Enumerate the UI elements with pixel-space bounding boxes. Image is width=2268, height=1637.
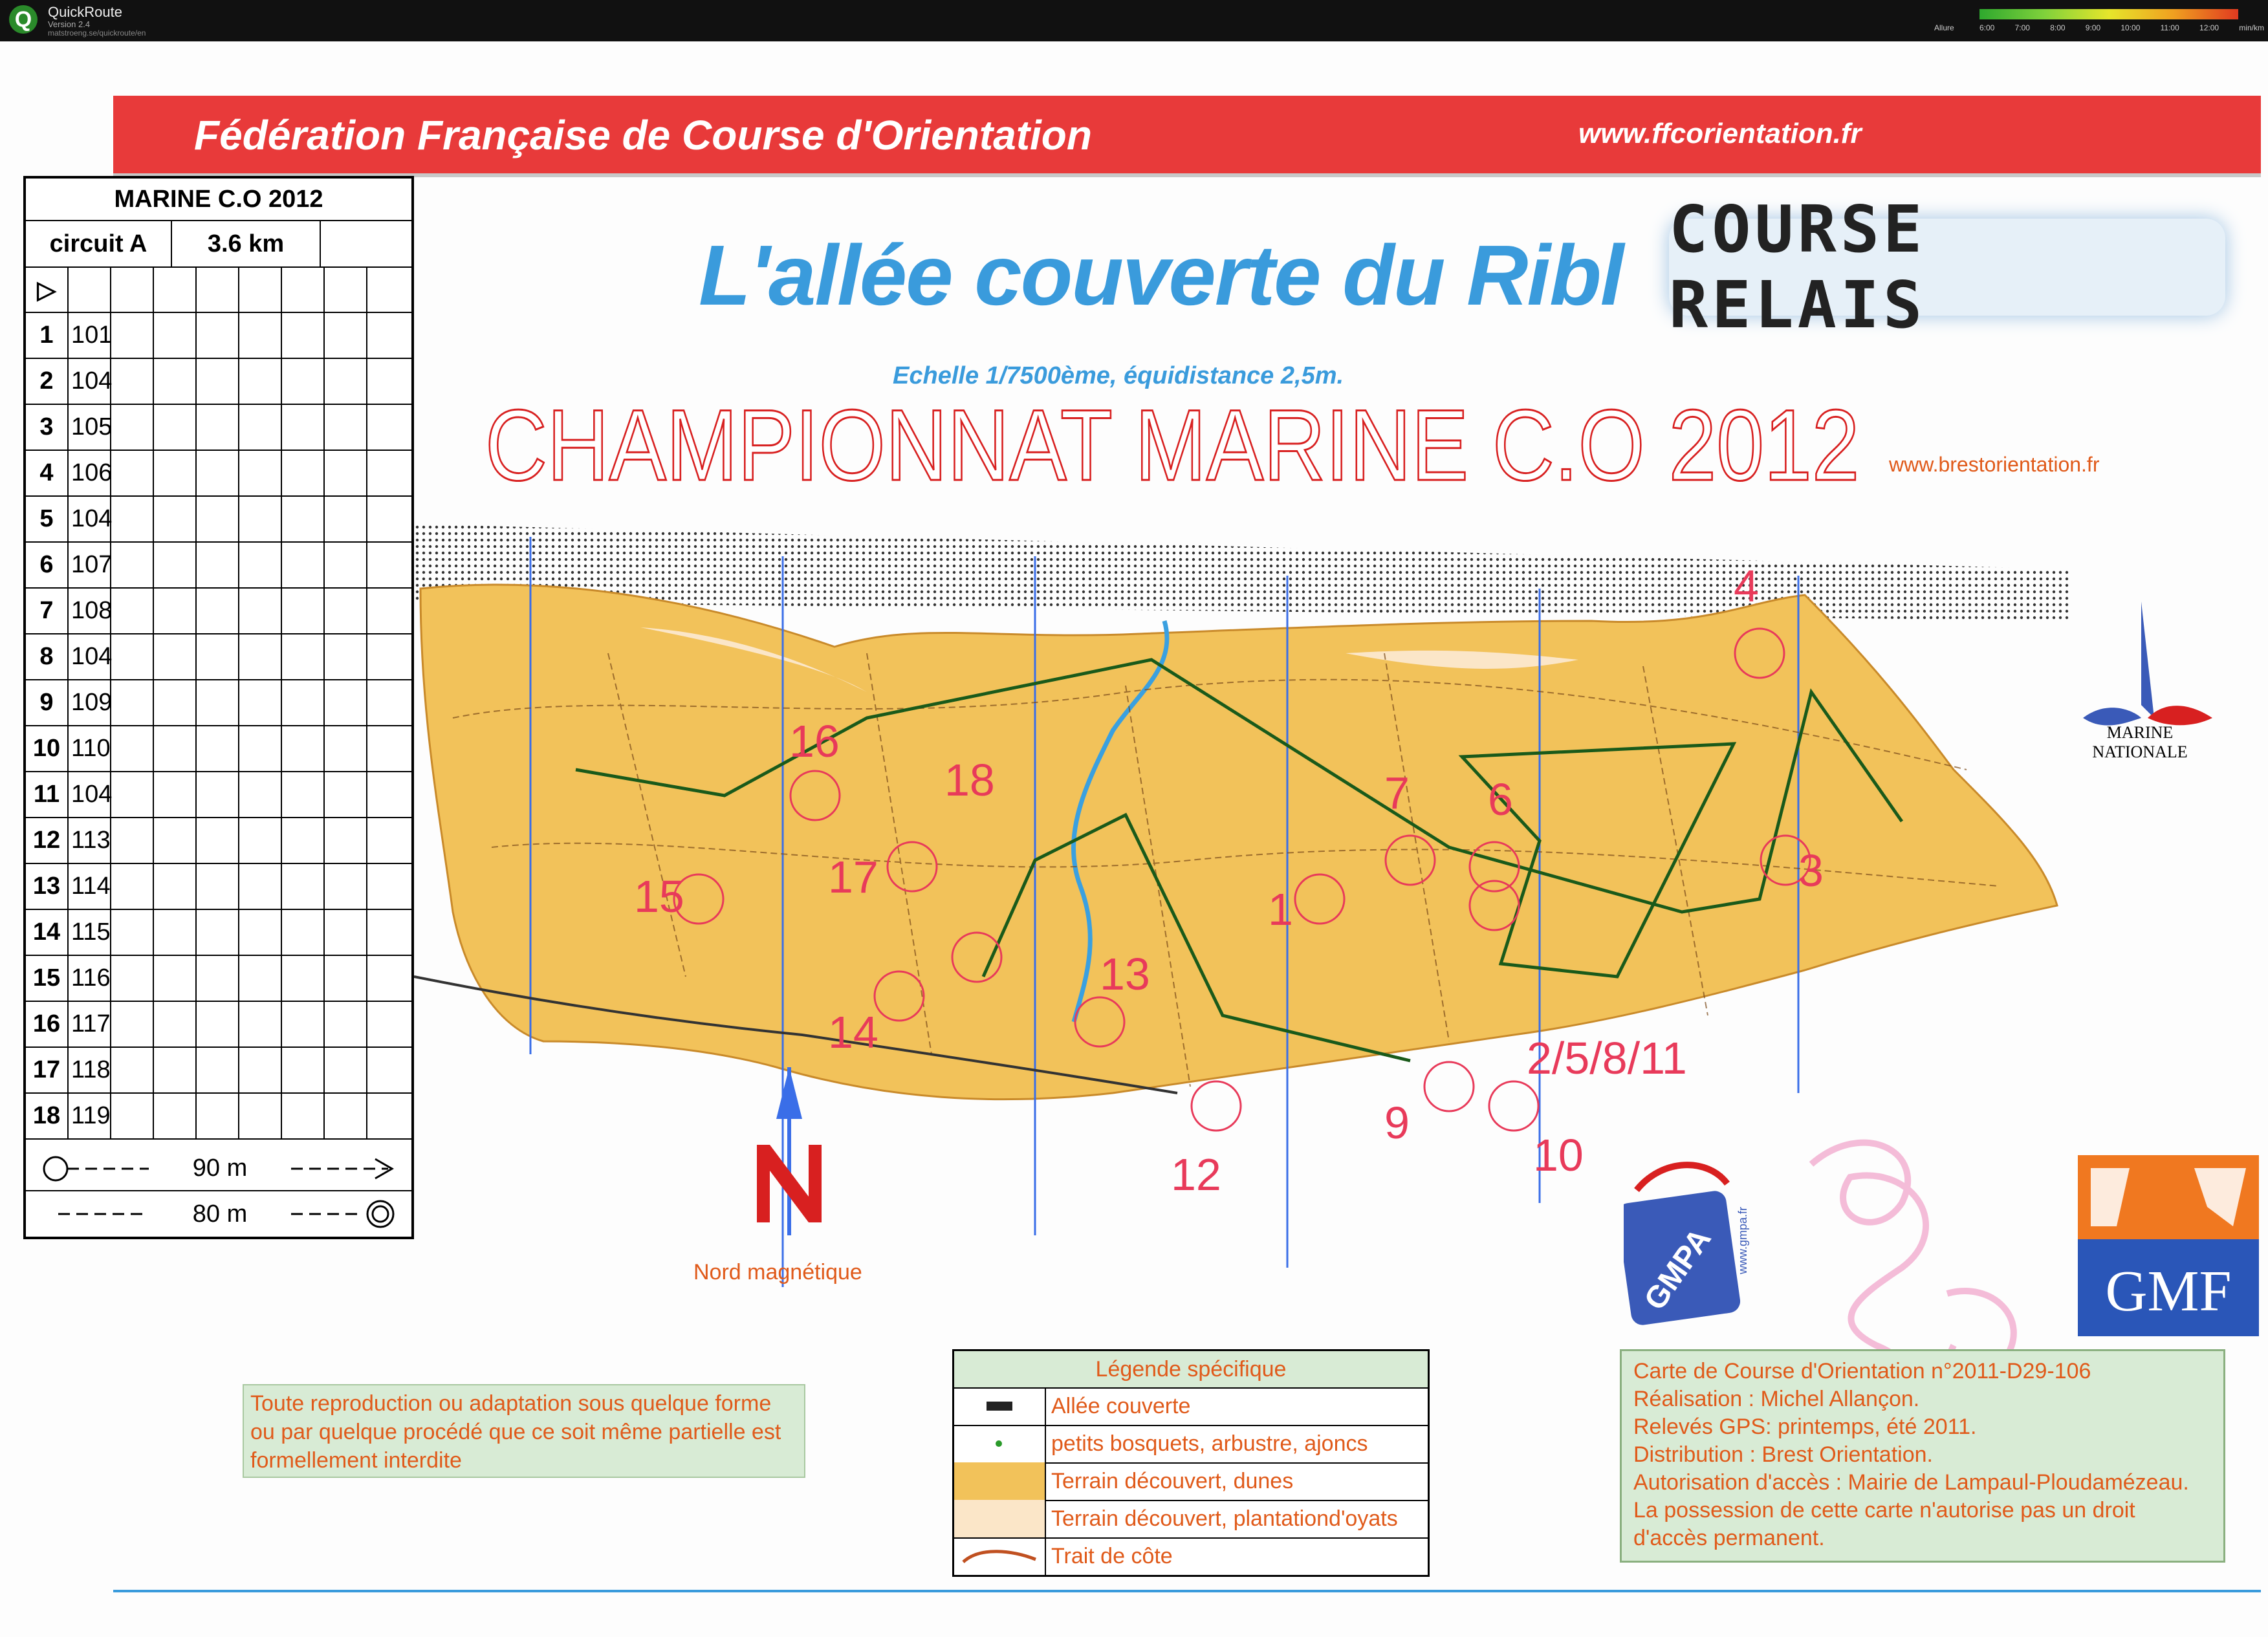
card-cell (325, 497, 367, 541)
card-cell (111, 268, 154, 312)
card-cell (111, 956, 154, 1001)
card-cell (197, 910, 239, 955)
control-number: 12 (1171, 1149, 1221, 1200)
card-cell (154, 910, 197, 955)
control-code-cell: 109 (69, 680, 111, 725)
taped-route-row-2 (26, 1191, 411, 1237)
marine-nationale-label: MARINE NATIONALE (2092, 723, 2188, 761)
control-number: 9 (1384, 1098, 1410, 1148)
card-cell (325, 1048, 367, 1092)
card-cell (325, 405, 367, 450)
control-feature-cell (239, 726, 282, 771)
card-cell (282, 864, 325, 909)
card-cell (197, 864, 239, 909)
legend-label: Trait de côte (1051, 1543, 1173, 1568)
card-cell (197, 313, 239, 358)
card-cell (282, 726, 325, 771)
card-cell (197, 772, 239, 817)
card-cell (367, 451, 411, 495)
control-code-cell: 104 (69, 772, 111, 817)
card-cell (111, 359, 154, 404)
card-cell (367, 910, 411, 955)
control-number: 3 (1798, 845, 1824, 896)
control-feature-cell (239, 451, 282, 495)
control-code-cell: 106 (69, 451, 111, 495)
card-cell (282, 313, 325, 358)
card-cell (154, 864, 197, 909)
card-cell (325, 772, 367, 817)
pace-tick: 8:00 (2050, 23, 2066, 32)
control-row (26, 772, 411, 818)
control-row (26, 818, 411, 864)
control-code-cell: 117 (69, 1002, 111, 1046)
quickroute-logo-icon: Q (9, 5, 38, 34)
pace-tick: 10:00 (2121, 23, 2141, 32)
control-number-cell: 18 (26, 1094, 69, 1138)
federation-name: Fédération Française de Course d'Orientation (194, 112, 1092, 158)
card-cell (282, 634, 325, 679)
card-cell (111, 634, 154, 679)
card-cell (111, 864, 154, 909)
coastline-icon (954, 1537, 1046, 1575)
control-number: 15 (634, 871, 684, 922)
control-number: 10 (1533, 1130, 1584, 1180)
control-code-cell: 113 (69, 818, 111, 863)
control-row (26, 680, 411, 726)
control-number-cell: 16 (26, 1002, 69, 1046)
legend-item (954, 1387, 1428, 1426)
course-name: circuit A (26, 221, 172, 266)
card-cell (367, 268, 411, 312)
card-cell (325, 451, 367, 495)
card-cell (367, 680, 411, 725)
card-cell (154, 589, 197, 633)
card-cell (197, 634, 239, 679)
card-cell (367, 634, 411, 679)
gmpa-logo-icon (1624, 1158, 1753, 1326)
card-cell (111, 1048, 154, 1092)
pace-legend-label: Allure (1934, 23, 1954, 32)
card-cell (197, 497, 239, 541)
credit-line: Carte de Course d'Orientation n°2011-D29-106 (1633, 1359, 2091, 1383)
copyright-notice: Toute reproduction ou adaptation sous quelque forme ou par quelque procédé que ce soit même partielle est formellement interdite (243, 1384, 805, 1478)
card-cell (154, 1002, 197, 1046)
map-title: L'allée couverte du Ribl (699, 228, 1623, 323)
card-cell (154, 726, 197, 771)
card-cell (197, 818, 239, 863)
control-row (26, 359, 411, 405)
card-cell (111, 313, 154, 358)
taped-route-row-1 (26, 1146, 411, 1191)
card-cell (367, 1048, 411, 1092)
control-number: 16 (789, 716, 840, 766)
credit-line: Distribution : Brest Orientation. (1633, 1442, 1933, 1467)
gmpa-text: GMPA (1637, 1222, 1718, 1317)
control-feature-cell (239, 589, 282, 633)
credit-line: Autorisation d'accès : Mairie de Lampaul-Ploudamézeau. (1633, 1470, 2189, 1495)
terrain-dunes (420, 585, 2057, 1100)
control-number-cell: 1 (26, 313, 69, 358)
card-cell (282, 956, 325, 1001)
control-number: 4 (1734, 561, 1759, 611)
control-feature-cell (239, 772, 282, 817)
card-cell (197, 680, 239, 725)
start-triangle-icon: ▷ (26, 268, 69, 312)
control-code-cell: 119 (69, 1094, 111, 1138)
card-cell (197, 405, 239, 450)
gmf-text: GMF (2105, 1259, 2232, 1323)
control-number-cell: 13 (26, 864, 69, 909)
control-row (26, 543, 411, 589)
card-cell (239, 268, 282, 312)
card-cell (282, 359, 325, 404)
control-number-cell: 5 (26, 497, 69, 541)
card-cell (325, 726, 367, 771)
card-cell (325, 1002, 367, 1046)
control-number: 7 (1384, 768, 1410, 818)
control-feature-cell (239, 405, 282, 450)
card-cell (69, 268, 111, 312)
control-feature-cell (239, 359, 282, 404)
control-number: 2/5/8/11 (1527, 1033, 1687, 1083)
card-cell (367, 589, 411, 633)
north-arrow-icon (737, 1067, 841, 1235)
card-cell (154, 1094, 197, 1138)
federation-website: www.ffcorientation.fr (1578, 118, 1862, 149)
pace-tick: min/km (2239, 23, 2264, 32)
control-row (26, 405, 411, 451)
card-cell (325, 1094, 367, 1138)
card-cell (154, 543, 197, 587)
control-number-cell: 10 (26, 726, 69, 771)
control-feature-cell (239, 910, 282, 955)
card-cell (325, 359, 367, 404)
card-cell (282, 1094, 325, 1138)
card-cell (282, 910, 325, 955)
card-cell (367, 1094, 411, 1138)
control-number: 6 (1488, 774, 1513, 825)
control-number-cell: 2 (26, 359, 69, 404)
card-cell (111, 680, 154, 725)
legend-label: Allée couverte (1051, 1393, 1191, 1418)
card-cell (111, 772, 154, 817)
card-cell (154, 680, 197, 725)
control-number-cell: 12 (26, 818, 69, 863)
card-cell (111, 818, 154, 863)
club-website: www.brestorientation.fr (1889, 453, 2100, 476)
pace-scale-ticks (1979, 23, 2264, 32)
control-feature-cell (239, 818, 282, 863)
control-code-cell: 114 (69, 864, 111, 909)
card-cell (325, 589, 367, 633)
control-feature-cell (239, 864, 282, 909)
card-cell (111, 451, 154, 495)
card-cell (111, 726, 154, 771)
card-cell (282, 543, 325, 587)
app-title-bar (0, 0, 2268, 41)
card-cell (367, 864, 411, 909)
card-cell (197, 1048, 239, 1092)
control-feature-cell (239, 956, 282, 1001)
credit-line: Relevés GPS: printemps, été 2011. (1633, 1415, 1977, 1439)
control-row (26, 1048, 411, 1094)
card-course-row (26, 221, 411, 268)
legend-title: Légende spécifique (954, 1351, 1428, 1389)
card-cell (282, 451, 325, 495)
card-cell (282, 589, 325, 633)
card-cell (282, 268, 325, 312)
credit-line: Réalisation : Michel Allançon. (1633, 1387, 1920, 1411)
card-cell (197, 1002, 239, 1046)
control-code-cell: 118 (69, 1048, 111, 1092)
pace-tick: 6:00 (1979, 23, 1995, 32)
control-row (26, 1094, 411, 1140)
card-cell (367, 359, 411, 404)
card-cell (154, 772, 197, 817)
card-cell (367, 772, 411, 817)
card-cell (154, 956, 197, 1001)
card-cell (197, 543, 239, 587)
pace-tick: 12:00 (2199, 23, 2219, 32)
control-number: 13 (1100, 949, 1150, 999)
control-number-cell: 15 (26, 956, 69, 1001)
taped-distance-1: 90 m (192, 1154, 248, 1182)
card-cell (154, 634, 197, 679)
app-url: matstroeng.se/quickroute/en (48, 28, 146, 38)
legend-item (954, 1537, 1428, 1575)
control-number: 17 (828, 852, 878, 902)
control-feature-cell (239, 1002, 282, 1046)
control-row (26, 451, 411, 497)
legend-item (954, 1462, 1428, 1501)
control-circle (1489, 1081, 1538, 1131)
card-cell (197, 451, 239, 495)
control-code-cell: 110 (69, 726, 111, 771)
gmpa-url: www.gmpa.fr (1736, 1206, 1749, 1274)
card-cell (325, 543, 367, 587)
map-scale: Echelle 1/7500ème, équidistance 2,5m. (893, 362, 1344, 389)
card-cell (154, 313, 197, 358)
credit-line: La possession de cette carte n'autorise pas un droit d'accès permanent. (1633, 1498, 2135, 1550)
card-cell (197, 268, 239, 312)
control-code-cell: 105 (69, 405, 111, 450)
control-row (26, 589, 411, 634)
map-credits (1620, 1349, 2225, 1563)
card-cell (154, 405, 197, 450)
card-cell (282, 818, 325, 863)
control-row (26, 956, 411, 1002)
control-code-cell: 107 (69, 543, 111, 587)
card-cell (282, 405, 325, 450)
control-code-cell: 116 (69, 956, 111, 1001)
control-feature-cell (239, 680, 282, 725)
control-number: 18 (944, 755, 995, 805)
card-cell (111, 405, 154, 450)
control-feature-cell (239, 634, 282, 679)
card-title-row (26, 179, 411, 221)
legend-item (954, 1500, 1428, 1539)
control-code-cell: 101 (69, 313, 111, 358)
card-cell (197, 359, 239, 404)
card-cell (154, 1048, 197, 1092)
card-cell (367, 313, 411, 358)
control-row (26, 910, 411, 956)
control-number-cell: 11 (26, 772, 69, 817)
legend-item (954, 1425, 1428, 1464)
card-cell (282, 1002, 325, 1046)
control-number: 14 (828, 1007, 878, 1057)
card-cell (325, 910, 367, 955)
control-feature-cell (239, 543, 282, 587)
card-cell (367, 956, 411, 1001)
bush-dot-icon (954, 1425, 1046, 1462)
app-version: Version 2.4 (48, 19, 91, 29)
app-title: QuickRoute (48, 4, 122, 20)
control-feature-cell (239, 1048, 282, 1092)
course-blank (321, 221, 411, 266)
card-cell (367, 497, 411, 541)
card-cell (111, 543, 154, 587)
card-cell (111, 910, 154, 955)
control-number-cell: 7 (26, 589, 69, 633)
taped-distance-2: 80 m (192, 1200, 248, 1228)
start-row (26, 268, 411, 313)
control-number-cell: 6 (26, 543, 69, 587)
control-row (26, 634, 411, 680)
card-cell (282, 497, 325, 541)
card-cell (111, 1094, 154, 1138)
oyats-swatch-icon (954, 1500, 1046, 1537)
card-cell (154, 268, 197, 312)
control-code-cell: 104 (69, 497, 111, 541)
card-cell (197, 589, 239, 633)
card-cell (367, 543, 411, 587)
card-cell (325, 268, 367, 312)
card-cell (197, 1094, 239, 1138)
control-number-cell: 14 (26, 910, 69, 955)
control-row (26, 726, 411, 772)
card-cell (154, 497, 197, 541)
legend-label: petits bosquets, arbustre, ajoncs (1051, 1431, 1368, 1456)
north-label: Nord magnétique (693, 1260, 862, 1285)
control-code-cell: 104 (69, 359, 111, 404)
gmf-logo-icon (2078, 1155, 2259, 1336)
control-feature-cell (239, 313, 282, 358)
card-cell (325, 818, 367, 863)
control-row (26, 1002, 411, 1048)
control-feature-cell (239, 497, 282, 541)
card-cell (325, 313, 367, 358)
card-cell (367, 726, 411, 771)
card-cell (111, 497, 154, 541)
pace-tick: 7:00 (2014, 23, 2030, 32)
card-title: MARINE C.O 2012 (114, 185, 323, 213)
card-cell (367, 818, 411, 863)
card-cell (197, 956, 239, 1001)
control-code-cell: 115 (69, 910, 111, 955)
card-cell (154, 359, 197, 404)
control-number-cell: 3 (26, 405, 69, 450)
dolmen-icon (954, 1387, 1046, 1425)
bottom-divider (113, 1590, 2261, 1592)
control-number: 1 (1268, 884, 1293, 935)
control-row (26, 864, 411, 910)
control-row (26, 313, 411, 359)
control-feature-cell (239, 1094, 282, 1138)
control-number-cell: 9 (26, 680, 69, 725)
control-code-cell: 108 (69, 589, 111, 633)
card-cell (325, 956, 367, 1001)
control-number-cell: 17 (26, 1048, 69, 1092)
card-cell (154, 818, 197, 863)
control-row (26, 497, 411, 543)
legend-label: Terrain découvert, plantationd'oyats (1051, 1506, 1398, 1531)
course-length: 3.6 km (172, 221, 321, 266)
control-circle (1192, 1081, 1241, 1131)
card-cell (325, 680, 367, 725)
card-cell (367, 1002, 411, 1046)
control-code-cell: 104 (69, 634, 111, 679)
card-cell (282, 1048, 325, 1092)
dunes-swatch-icon (954, 1462, 1046, 1500)
card-cell (282, 772, 325, 817)
map-legend (952, 1349, 1430, 1577)
pace-tick: 11:00 (2160, 23, 2179, 32)
card-cell (325, 634, 367, 679)
control-number-cell: 4 (26, 451, 69, 495)
card-cell (111, 589, 154, 633)
card-cell (282, 680, 325, 725)
card-cell (154, 451, 197, 495)
control-number-cell: 8 (26, 634, 69, 679)
card-cell (367, 405, 411, 450)
control-circle (1424, 1062, 1474, 1111)
legend-label: Terrain découvert, dunes (1051, 1468, 1294, 1493)
card-cell (197, 726, 239, 771)
control-description-card (23, 176, 414, 1239)
pace-color-scale (1979, 9, 2238, 19)
card-cell (325, 864, 367, 909)
pace-tick: 9:00 (2085, 23, 2101, 32)
relay-badge: COURSE RELAIS (1669, 219, 2225, 316)
card-cell (111, 1002, 154, 1046)
championship-title: CHAMPIONNAT MARINE C.O 2012 (485, 389, 1860, 502)
